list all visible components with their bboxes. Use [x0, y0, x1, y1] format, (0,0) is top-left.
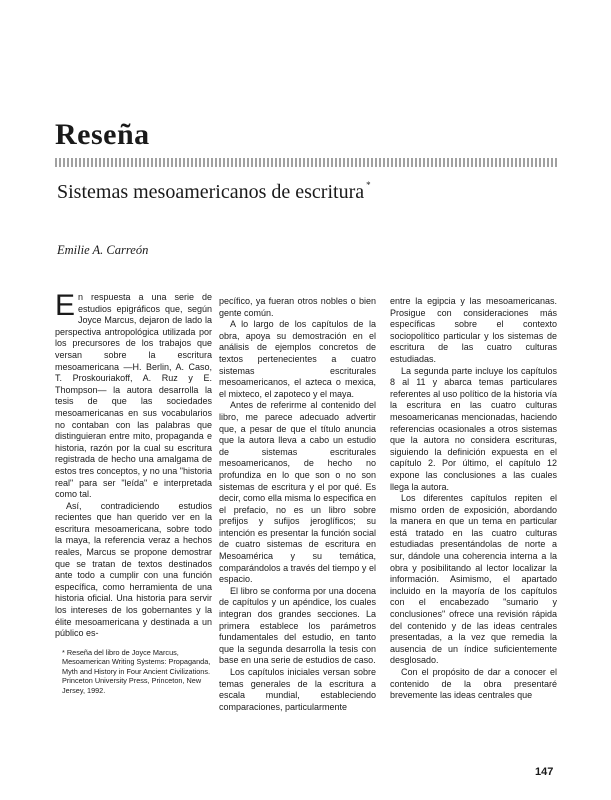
text-column-1: [55, 289, 212, 640]
paragraph: Los capítulos iniciales versan sobre temas generales de la escritura a escala mundial, estableciendo comparaciones, particularmente: [219, 667, 376, 712]
paragraph: El libro se conforma por una docena de capítulos y un apéndice, los cuales integran dos grandes secciones. La primera establece los parámetros fundamentales del estudio, en tanto que la segunda desarrolla la tesis con base en una serie de estudios de caso.: [219, 585, 376, 666]
paragraph: Antes de referirme al contenido del libro, me parece adecuado advertir que, a pesar de que el título anuncia que la autora lleva a cabo un estudio de sistemas escriturales mesoamericanos, de hecho no profundiza en lo que son o no son sistemas de escritura y el por qué. Es decir, como ella misma lo especifica en el prefacio, no es un libro sobre prefijos y sufijos jeroglíficos; su intención es presentar la función social de cuatro sistemas de escritura en Mesoamérica y su temática, comparándolos a través del tiempo y el espacio.: [219, 400, 376, 585]
page-title: Reseña: [55, 118, 150, 151]
footnote: * Reseña del libro de Joyce Marcus, Mesoamerican Writing Systems: Propaganda, Myth and History in Four Ancient Civilizations. Princeton University Press, Princeton, New Jersey, 1992.: [62, 648, 211, 695]
paragraph: La segunda parte incluye los capítulos 8 al 11 y abarca temas particulares referentes al uso político de la historia vía la escritura en las cuatro culturas mesoamericanas mencionadas, haciendo referencias ocasionales a otros sistemas que la autora no considera escrituras, siguiendo la definición expuesta en el capítulo 2. Por último, el capítulo 12 expone las conclusiones a las cuales llega la autora.: [390, 365, 557, 492]
paragraph: A lo largo de los capítulos de la obra, apoya su demostración en el análisis de ejemplos concretos de textos pertenecientes a cuatro sistemas escriturales mesoamericanos, el azteca o mexica, el mixteco, el zapoteco y el maya.: [219, 319, 376, 399]
article-subtitle: [57, 180, 371, 204]
text-column-2: [219, 296, 376, 713]
author-name: Emilie A. Carreón: [57, 243, 149, 257]
footnote-marker: *: [366, 180, 371, 190]
paragraph: En respuesta a una serie de estudios epigráficos que, según Joyce Marcus, dejaron de lado la perspectiva antropológica utilizada por los precursores de los trabajos que versan sobre la escritura mesoamericana —H. Berlin, A. Caso, T. Proskouriakoff, A. Ruz y E. Thompson— la autora desarrolla la tesis de que las sociedades mesoamericanas en sus vocabularios no contaban con las palabras que distinguieran entre mito, propaganda e historia, razón por la cual su escritura registrada de hecho una amalgama de estos tres conceptos, y no una "historia real" para ser "leída" e interpretada como tal.: [55, 289, 212, 500]
drop-cap: E: [55, 289, 76, 322]
title-rule: [55, 158, 557, 167]
text-column-3: [390, 296, 557, 702]
paragraph: pecífico, ya fueran otros nobles o bien gente común.: [219, 296, 376, 318]
paragraph: Los diferentes capítulos repiten el mismo orden de exposición, abordando la manera en que un tema en particular está tratado en las cuatro culturas estudiadas presentándolas de norte a sur, dándole una coherencia interna a la obra y posibilitando al lector localizar la información. Asimismo, el apartado incluido en la mayoría de los capítulos con el encabezado "sumario y conclusiones" ofrece una revisión rápida del contenido y de las ideas centrales presentadas, a la vez que remedia la ausencia de un índice suficientemente desglosado.: [390, 493, 557, 666]
paragraph: entre la egipcia y las mesoamericanas. Prosigue con consideraciones más específicas sobre el contexto sociopolítico particular y los sistemas de escritura de las cuatro culturas estudiadas.: [390, 296, 557, 364]
paragraph: Así, contradiciendo estudios recientes que han querido ver en la escritura mesoamericana, sobre todo la maya, la referencia veraz a hechos reales, Marcus se propone demostrar que se tratan de textos destinados ante todo a cumplir con una función específica, como herramienta de una historia oficial. Una historia para servir los intereses de los gobernantes y la élite mesoamericana y destinada a un público es-: [55, 500, 212, 639]
paragraph: Con el propósito de dar a conocer el contenido de la obra presentaré brevemente las ideas centrales que: [390, 667, 557, 701]
page-number: 147: [535, 766, 554, 778]
subtitle-text: Sistemas mesoamericanos de escritura: [57, 181, 365, 203]
